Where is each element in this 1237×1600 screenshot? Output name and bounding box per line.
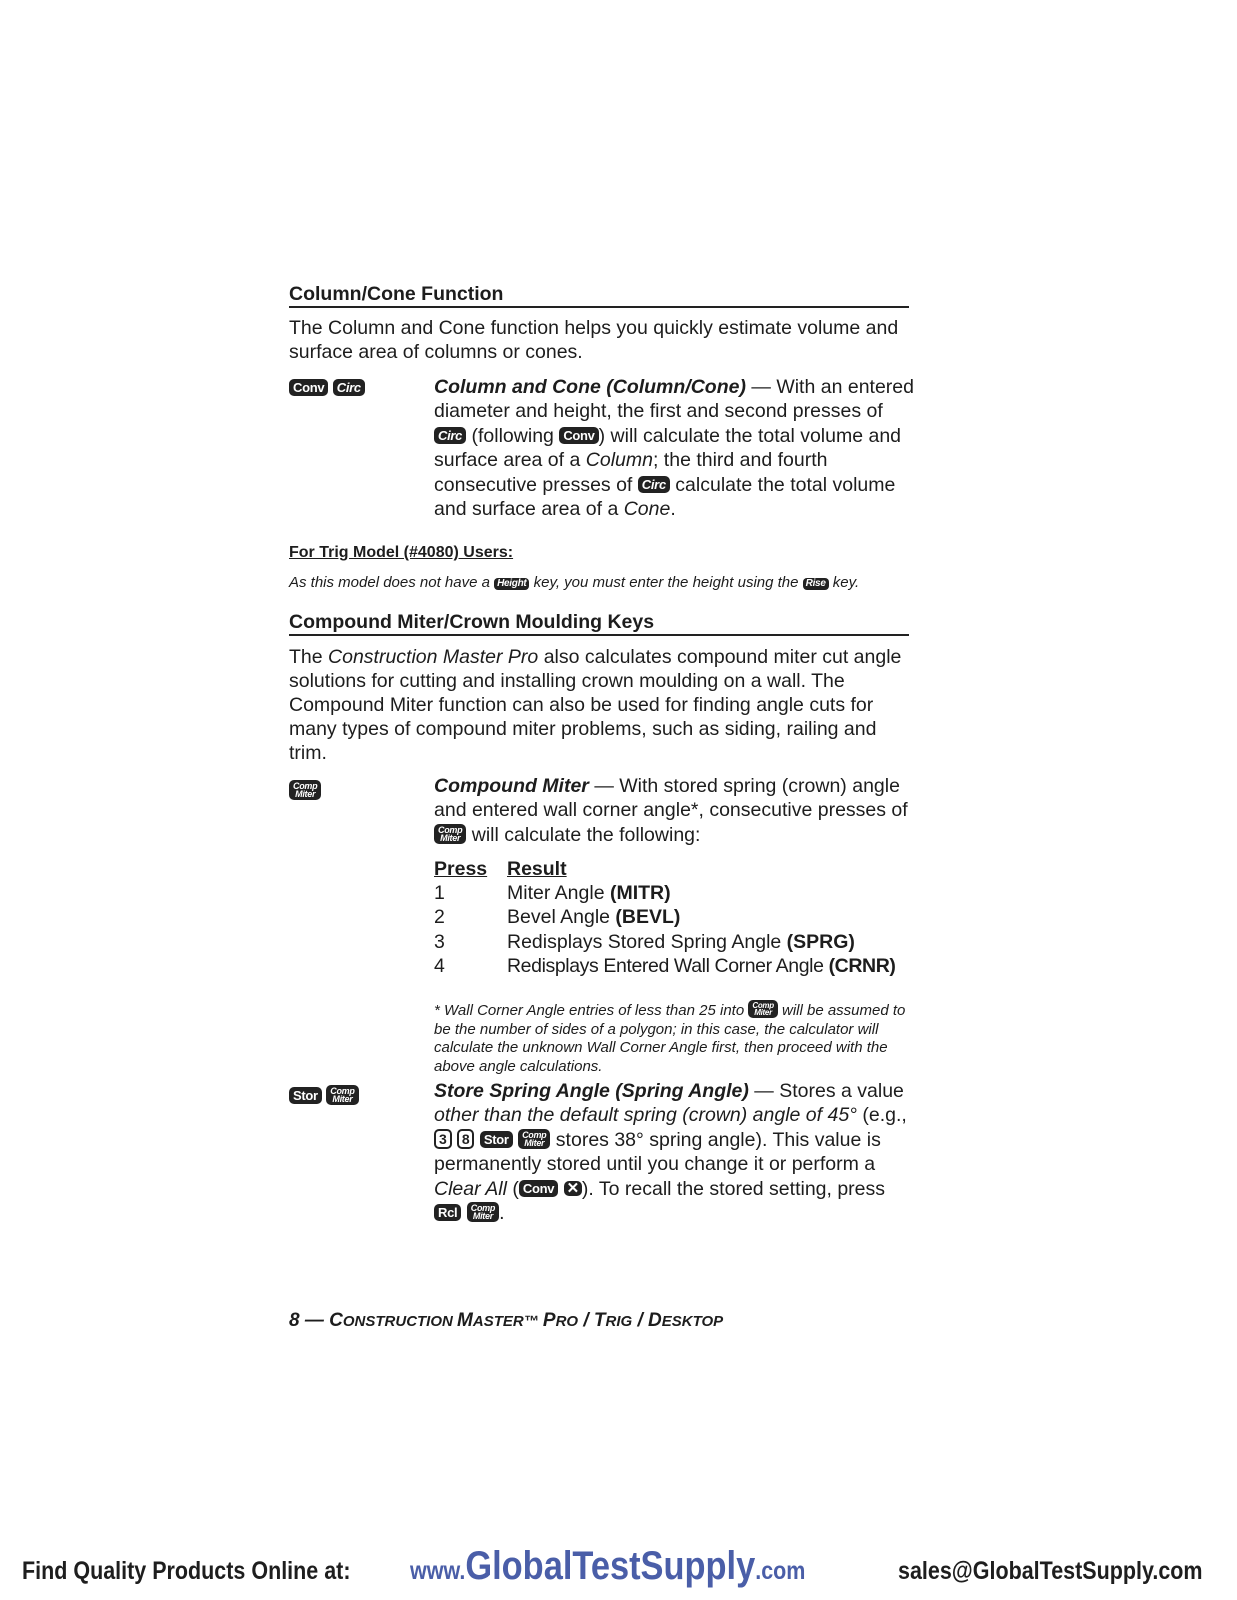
comp-miter-key-icon: Comp Miter bbox=[748, 1000, 777, 1018]
key-combo-column-cone bbox=[289, 379, 365, 399]
page-footer-title: 8 — CONSTRUCTION MASTER™ PRO / TRIG / DESKTOP bbox=[289, 1310, 724, 1331]
height-key-icon: Height bbox=[494, 578, 529, 590]
circ-key-icon: Circ bbox=[434, 427, 466, 444]
conv-key-icon: Conv bbox=[519, 1180, 558, 1197]
column-cone-title: Column and Cone (Column/Cone) bbox=[434, 376, 746, 398]
comp-miter-key-icon: Comp Miter bbox=[518, 1129, 550, 1149]
store-spring-title: Store Spring Angle (Spring Angle) bbox=[434, 1080, 749, 1102]
clear-x-key-icon: ✕ bbox=[564, 1181, 582, 1196]
table-row: 2 Bevel Angle (BEVL) bbox=[434, 906, 681, 929]
compound-miter-title: Compound Miter bbox=[434, 775, 589, 797]
website-link[interactable]: www.GlobalTestSupply.com bbox=[410, 1544, 806, 1588]
key-combo-compound-miter bbox=[289, 780, 321, 802]
press-result-table bbox=[434, 857, 895, 979]
digit-3-key-icon: 3 bbox=[434, 1129, 452, 1149]
comp-miter-key-icon: Comp Miter bbox=[326, 1085, 358, 1105]
table-row: 1 Miter Angle (MITR) bbox=[434, 882, 671, 904]
table-row: 4 Redisplays Entered Wall Corner Angle (CRNR) bbox=[434, 955, 896, 978]
key-combo-store-spring bbox=[289, 1085, 359, 1107]
table-row: 3 Redisplays Stored Spring Angle (SPRG) bbox=[434, 930, 855, 953]
bottom-bar-tagline: Find Quality Products Online at: bbox=[22, 1557, 351, 1585]
store-spring-description: Store Spring Angle (Spring Angle) — Stores a value other than the default spring (crown) angle of 45° (e.g., 3 8 Stor Comp Miter stores 38° spring angle). This value is permanently stored until you change it or perform a Clear All ( Conv ✕ ). To recall the stored setting, press Rcl Comp Miter . bbox=[434, 1080, 907, 1225]
section-intro-column-cone: The Column and Cone function helps you quickly estimate volume and surface area of columns or cones. bbox=[289, 317, 899, 363]
stor-key-icon: Stor bbox=[480, 1131, 513, 1148]
table-header-result: Result bbox=[507, 858, 567, 880]
conv-key-icon: Conv bbox=[289, 379, 328, 396]
stor-key-icon: Stor bbox=[289, 1087, 322, 1104]
digit-8-key-icon: 8 bbox=[457, 1129, 475, 1149]
comp-miter-key-icon: Comp Miter bbox=[289, 780, 321, 800]
rcl-key-icon: Rcl bbox=[434, 1204, 461, 1221]
comp-miter-key-icon: Comp Miter bbox=[467, 1202, 499, 1222]
trig-model-note: As this model does not have a Height key, you must enter the height using the Rise key. bbox=[289, 574, 860, 591]
section-heading-column-cone: Column/Cone Function bbox=[289, 282, 909, 308]
section-heading-compound-miter: Compound Miter/Crown Moulding Keys bbox=[289, 610, 909, 636]
comp-miter-key-icon: Comp Miter bbox=[434, 824, 466, 844]
trig-model-heading: For Trig Model (#4080) Users: bbox=[289, 544, 514, 561]
conv-key-icon: Conv bbox=[559, 427, 598, 444]
compound-miter-description: Compound Miter — With stored spring (crown) angle and entered wall corner angle*, consecutive presses of Comp Miter will calculate the following: bbox=[434, 775, 908, 846]
wall-corner-footnote: * Wall Corner Angle entries of less than 25 into Comp Miter will be assumed to be the number of sides of a polygon; in this case, the calculator will calculate the unknown Wall Corner Angle first, then proceed with the above angle calculations. bbox=[434, 1001, 906, 1075]
circ-key-icon: Circ bbox=[638, 476, 670, 493]
section-intro-compound-miter: The Construction Master Pro also calculates compound miter cut angle solutions for cutting and installing crown moulding on a wall. The Compound Miter function can also be used for finding angle cuts for many types of compound miter problems, such as siding, railing and trim. bbox=[289, 646, 902, 764]
rise-key-icon: Rise bbox=[803, 578, 829, 590]
table-header-press: Press bbox=[434, 858, 488, 880]
circ-key-icon: Circ bbox=[333, 379, 365, 396]
sales-email-link[interactable]: sales@GlobalTestSupply.com bbox=[898, 1557, 1203, 1585]
column-cone-description: Column and Cone (Column/Cone) — With an entered diameter and height, the first and second presses of Circ (following Conv ) will calculate the total volume and surface area of a Column; the third and fourth consecutive presses of Circ calculate the total volume and surface area of a Cone. bbox=[434, 376, 914, 521]
